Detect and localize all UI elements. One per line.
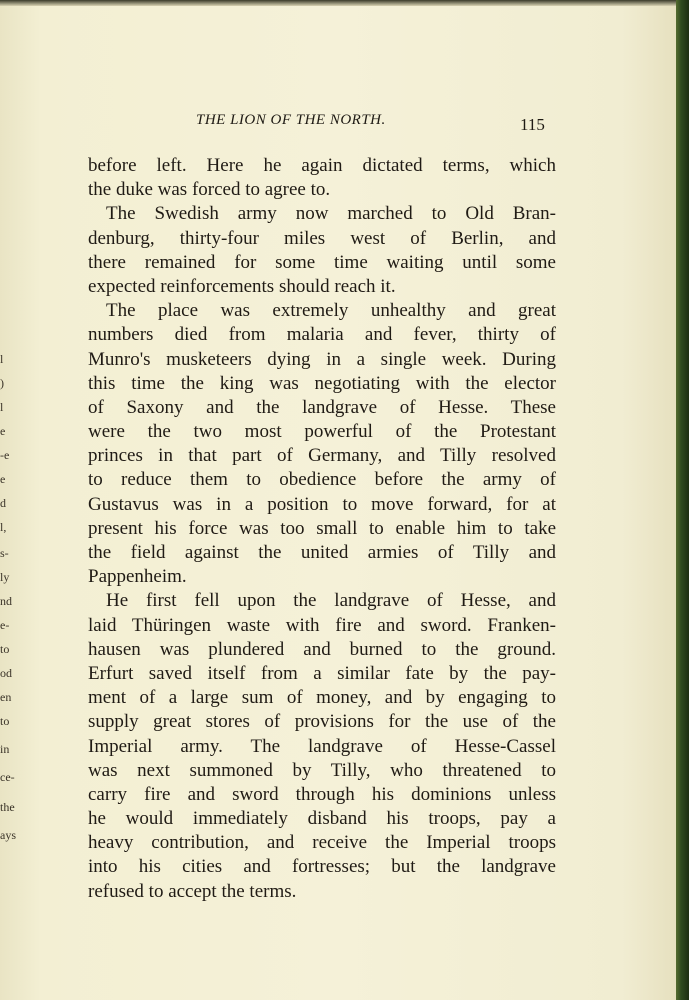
text-line: to reduce them to obedience before the army of bbox=[88, 469, 556, 491]
gutter-fragment: l bbox=[0, 400, 4, 414]
text-line: denburg, thirty-four miles west of Berlin, and bbox=[88, 227, 556, 249]
text-line: into his cities and fortresses; but the landgrave bbox=[88, 856, 556, 878]
body-text bbox=[88, 154, 556, 904]
gutter-fragment: e bbox=[0, 472, 6, 486]
gutter-fragment: d bbox=[0, 496, 6, 510]
text-line: were the two most powerful of the Protestant bbox=[88, 421, 556, 443]
gutter-fragment: ly bbox=[0, 570, 10, 584]
text-line: heavy contribution, and receive the Imperial troops bbox=[88, 832, 556, 854]
gutter-fragment: l bbox=[0, 352, 4, 366]
gutter-fragment: -e bbox=[0, 448, 10, 462]
gutter-fragment: s- bbox=[0, 546, 9, 560]
text-line: there remained for some time waiting until some bbox=[88, 251, 556, 273]
text-line: The place was extremely unhealthy and great bbox=[106, 300, 556, 322]
gutter-fragment: to bbox=[0, 714, 10, 728]
gutter-fragment: the bbox=[0, 800, 15, 814]
text-line: before left. Here he again dictated terms, which bbox=[88, 155, 556, 176]
text-line: laid Thüringen waste with fire and sword. Franken- bbox=[88, 614, 556, 636]
text-line: this time the king was negotiating with the elector bbox=[88, 372, 556, 394]
text-line: Gustavus was in a position to move forward, for at bbox=[88, 493, 556, 515]
gutter-fragment: e- bbox=[0, 618, 10, 632]
gutter-fragment: od bbox=[0, 666, 12, 680]
gutter-fragment: ) bbox=[0, 376, 4, 390]
text-line: Erfurt saved itself from a similar fate by the pay- bbox=[88, 662, 556, 684]
text-line: Pappenheim. bbox=[88, 566, 187, 588]
gutter-fragment: ays bbox=[0, 828, 16, 842]
gutter-fragment: nd bbox=[0, 594, 12, 608]
gutter-fragment: ce- bbox=[0, 770, 15, 784]
text-line: the duke was forced to agree to. bbox=[88, 179, 331, 201]
text-line: refused to accept the terms. bbox=[88, 880, 297, 902]
text-line: supply great stores of provisions for the use of the bbox=[88, 711, 556, 733]
text-line: the field against the united armies of Tilly and bbox=[88, 542, 556, 563]
text-line: present his force was too small to enable him to take bbox=[88, 517, 556, 539]
text-line: was next summoned by Tilly, who threatened to bbox=[88, 759, 556, 781]
text-line: Munro's musketeers dying in a single week. During bbox=[88, 348, 556, 370]
text-line: carry fire and sword through his dominions unless bbox=[88, 783, 556, 805]
text-line: princes in that part of Germany, and Tilly resolved bbox=[88, 445, 556, 467]
gutter-fragment: to bbox=[0, 642, 10, 656]
text-line: expected reinforcements should reach it. bbox=[88, 275, 396, 297]
text-line: Imperial army. The landgrave of Hesse-Cassel bbox=[88, 735, 556, 757]
text-line: ment of a large sum of money, and by engaging to bbox=[88, 687, 556, 709]
gutter-fragment: in bbox=[0, 742, 10, 756]
text-line: hausen was plundered and burned to the ground. bbox=[88, 638, 556, 660]
book-spine-cover bbox=[676, 0, 689, 1000]
page-number: 115 bbox=[520, 115, 545, 134]
text-line: numbers died from malaria and fever, thirty of bbox=[88, 324, 556, 346]
text-line: he would immediately disband his troops, pay a bbox=[88, 808, 556, 830]
gutter-fragment: en bbox=[0, 690, 12, 704]
gutter-fragment: e bbox=[0, 424, 6, 438]
page-top-edge bbox=[0, 0, 689, 6]
text-line: The Swedish army now marched to Old Bran- bbox=[106, 203, 556, 225]
gutter-fragment: l, bbox=[0, 520, 7, 534]
text-line: of Saxony and the landgrave of Hesse. These bbox=[88, 396, 556, 418]
running-head: THE LION OF THE NORTH. bbox=[196, 112, 386, 128]
text-line: He first fell upon the landgrave of Hesse, and bbox=[106, 590, 556, 612]
